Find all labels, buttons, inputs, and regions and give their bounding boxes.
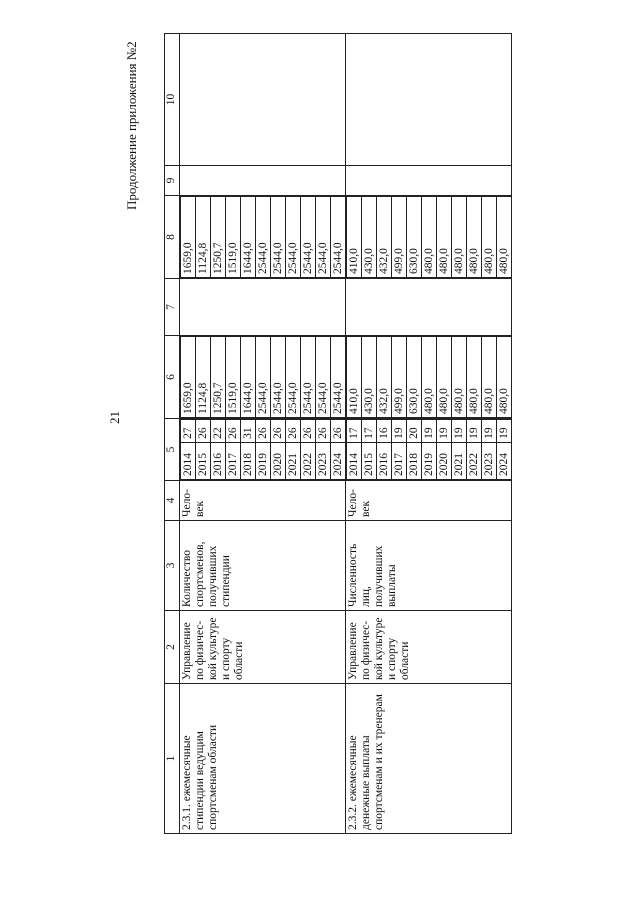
unit-cell: Чело-век bbox=[180, 481, 346, 521]
indicator-cell: Количество спортсменов, получивших стипендии bbox=[180, 521, 346, 611]
amount: 1659,0 bbox=[181, 197, 196, 278]
year: 2020 bbox=[437, 442, 452, 479]
amount: 2544,0 bbox=[316, 337, 331, 418]
year: 2021 bbox=[452, 442, 467, 479]
amount: 1124,8 bbox=[196, 337, 211, 418]
year: 2015 bbox=[196, 442, 211, 479]
amount: 1124,8 bbox=[196, 197, 211, 278]
column-header: 7 bbox=[165, 279, 180, 336]
column-number-row bbox=[165, 34, 180, 834]
year: 2022 bbox=[301, 442, 316, 479]
amount: 410,0 bbox=[347, 337, 362, 418]
year: 2014 bbox=[347, 442, 362, 479]
amount: 432,0 bbox=[377, 337, 392, 418]
amount: 480,0 bbox=[437, 337, 452, 418]
amount: 480,0 bbox=[422, 337, 437, 418]
regional-funding-list bbox=[180, 196, 345, 278]
amount: 2544,0 bbox=[271, 197, 286, 278]
count: 26 bbox=[286, 420, 301, 443]
amount: 2544,0 bbox=[286, 337, 301, 418]
year: 2016 bbox=[377, 442, 392, 479]
year: 2014 bbox=[181, 442, 196, 479]
year: 2020 bbox=[271, 442, 286, 479]
amount: 1519,0 bbox=[226, 197, 241, 278]
empty-cell bbox=[180, 279, 346, 336]
count: 26 bbox=[271, 420, 286, 443]
empty-cell bbox=[346, 34, 512, 166]
count: 17 bbox=[347, 420, 362, 443]
year-count-list bbox=[346, 419, 511, 480]
count: 26 bbox=[226, 420, 241, 443]
count: 17 bbox=[362, 420, 377, 443]
measure-cell: 2.3.1. ежемесячные стипендии ведущим спортсменам области bbox=[180, 684, 346, 834]
total-funding-cell bbox=[346, 336, 512, 419]
year: 2018 bbox=[407, 442, 422, 479]
count: 19 bbox=[422, 420, 437, 443]
amount: 1644,0 bbox=[241, 337, 256, 418]
column-header: 6 bbox=[165, 336, 180, 419]
amount: 2544,0 bbox=[331, 337, 346, 418]
column-header: 9 bbox=[165, 166, 180, 196]
empty-cell bbox=[180, 166, 346, 196]
empty-cell bbox=[346, 166, 512, 196]
amount: 1659,0 bbox=[181, 337, 196, 418]
amount: 2544,0 bbox=[256, 197, 271, 278]
year: 2017 bbox=[392, 442, 407, 479]
count: 26 bbox=[316, 420, 331, 443]
year-count-cell bbox=[346, 419, 512, 481]
amount: 480,0 bbox=[422, 197, 437, 278]
measure-cell: 2.3.2. ежемесячные денежные выплаты спортсменам и их тренерам bbox=[346, 684, 512, 834]
count: 31 bbox=[241, 420, 256, 443]
year: 2017 bbox=[226, 442, 241, 479]
amount: 2544,0 bbox=[271, 337, 286, 418]
year: 2023 bbox=[316, 442, 331, 479]
column-header: 2 bbox=[165, 611, 180, 684]
indicator-cell: Численность лиц, получивших выплаты bbox=[346, 521, 512, 611]
year: 2022 bbox=[467, 442, 482, 479]
table-row bbox=[180, 34, 346, 834]
year: 2024 bbox=[331, 442, 346, 479]
amount: 430,0 bbox=[362, 337, 377, 418]
amount: 1250,7 bbox=[211, 337, 226, 418]
table-row bbox=[346, 34, 512, 834]
amount: 499,0 bbox=[392, 197, 407, 278]
amount: 410,0 bbox=[347, 197, 362, 278]
count: 19 bbox=[467, 420, 482, 443]
empty-cell bbox=[180, 34, 346, 166]
amount: 630,0 bbox=[407, 197, 422, 278]
year: 2021 bbox=[286, 442, 301, 479]
program-indicators-table bbox=[164, 33, 512, 834]
column-header: 3 bbox=[165, 521, 180, 611]
count: 26 bbox=[301, 420, 316, 443]
year: 2019 bbox=[256, 442, 271, 479]
amount: 2544,0 bbox=[301, 337, 316, 418]
count: 19 bbox=[452, 420, 467, 443]
count: 26 bbox=[256, 420, 271, 443]
amount: 2544,0 bbox=[256, 337, 271, 418]
count: 20 bbox=[407, 420, 422, 443]
count: 16 bbox=[377, 420, 392, 443]
amount: 499,0 bbox=[392, 337, 407, 418]
appendix-continuation-note: Продолжение приложения №2 bbox=[124, 41, 139, 210]
amount: 2544,0 bbox=[301, 197, 316, 278]
amount: 2544,0 bbox=[331, 197, 346, 278]
amount: 630,0 bbox=[407, 337, 422, 418]
count: 27 bbox=[181, 420, 196, 443]
count: 26 bbox=[196, 420, 211, 443]
executor-cell: Управление по физичес-кой культуре и спорту области bbox=[346, 611, 512, 684]
year: 2016 bbox=[211, 442, 226, 479]
regional-funding-cell bbox=[180, 196, 346, 279]
year-count-cell bbox=[180, 419, 346, 481]
amount: 1644,0 bbox=[241, 197, 256, 278]
total-funding-cell bbox=[180, 336, 346, 419]
count: 22 bbox=[211, 420, 226, 443]
total-funding-list bbox=[180, 336, 345, 418]
amount: 1519,0 bbox=[226, 337, 241, 418]
regional-funding-cell bbox=[346, 196, 512, 279]
column-header: 8 bbox=[165, 196, 180, 279]
year-count-list bbox=[180, 419, 345, 480]
executor-cell: Управление по физичес-кой культуре и спорту области bbox=[180, 611, 346, 684]
amount: 480,0 bbox=[482, 197, 497, 278]
amount: 480,0 bbox=[482, 337, 497, 418]
column-header: 4 bbox=[165, 481, 180, 521]
year: 2015 bbox=[362, 442, 377, 479]
page-number: 21 bbox=[107, 411, 122, 424]
unit-cell: Чело-век bbox=[346, 481, 512, 521]
year: 2024 bbox=[497, 442, 512, 479]
amount: 432,0 bbox=[377, 197, 392, 278]
count: 19 bbox=[437, 420, 452, 443]
empty-cell bbox=[346, 279, 512, 336]
rotated-table-page bbox=[164, 34, 608, 834]
amount: 480,0 bbox=[437, 197, 452, 278]
year: 2018 bbox=[241, 442, 256, 479]
amount: 2544,0 bbox=[316, 197, 331, 278]
amount: 480,0 bbox=[467, 197, 482, 278]
year: 2023 bbox=[482, 442, 497, 479]
amount: 430,0 bbox=[362, 197, 377, 278]
count: 19 bbox=[482, 420, 497, 443]
count: 26 bbox=[331, 420, 346, 443]
column-header: 1 bbox=[165, 684, 180, 834]
amount: 480,0 bbox=[452, 197, 467, 278]
amount: 2544,0 bbox=[286, 197, 301, 278]
amount: 480,0 bbox=[497, 337, 512, 418]
column-header: 5 bbox=[165, 419, 180, 481]
count: 19 bbox=[392, 420, 407, 443]
amount: 480,0 bbox=[497, 197, 512, 278]
amount: 480,0 bbox=[452, 337, 467, 418]
total-funding-list bbox=[346, 336, 511, 418]
amount: 1250,7 bbox=[211, 197, 226, 278]
regional-funding-list bbox=[346, 196, 511, 278]
count: 19 bbox=[497, 420, 512, 443]
year: 2019 bbox=[422, 442, 437, 479]
amount: 480,0 bbox=[467, 337, 482, 418]
column-header: 10 bbox=[165, 34, 180, 166]
